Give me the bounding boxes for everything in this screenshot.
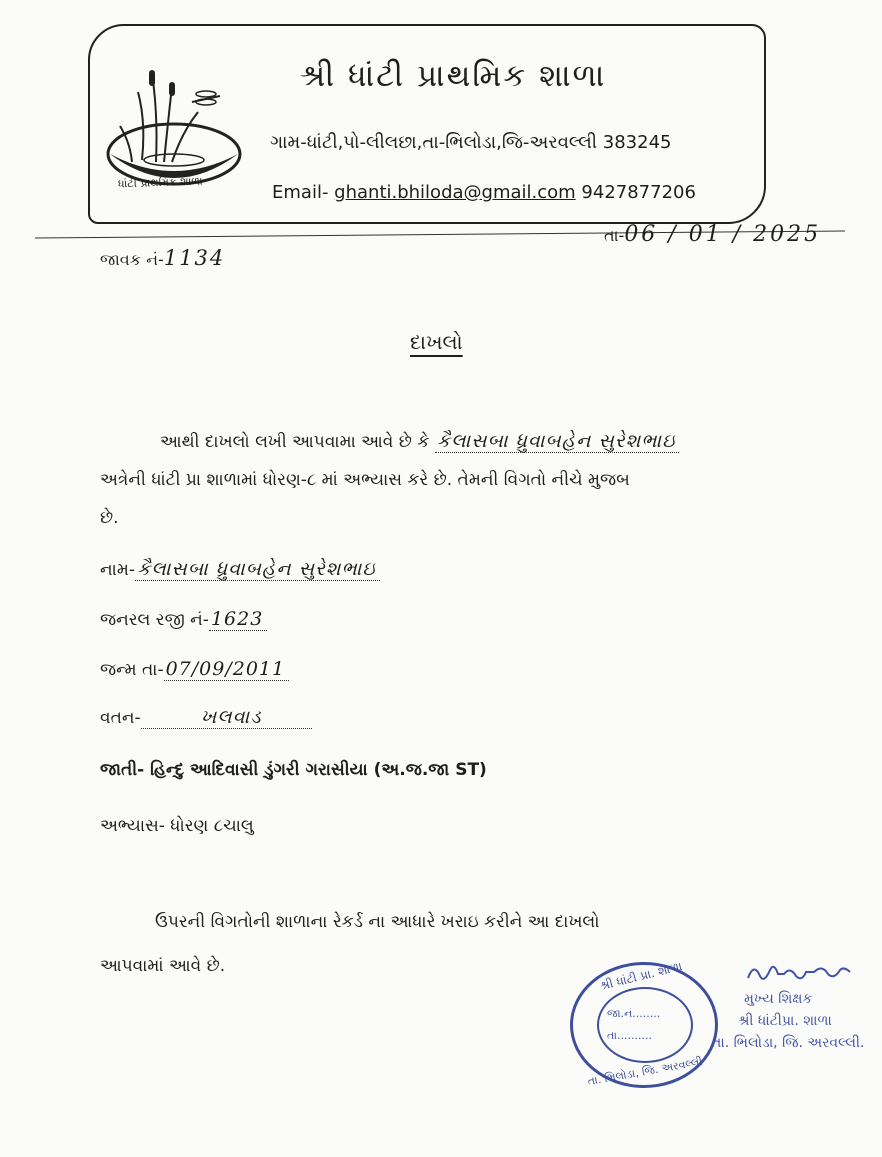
contact-line <box>272 182 696 203</box>
certificate-title: દાખલો <box>410 330 463 354</box>
outward-label: જાવક નં- <box>100 250 164 269</box>
logo-caption: ધાંટી પ્રાથમિક શાળા <box>117 174 203 191</box>
closing-line-2: આપવામાં આવે છે. <box>100 956 226 976</box>
stamp-top-text: શ્રી ધાંટી પ્રા. શાળા <box>598 959 684 993</box>
stamp-inner-line-2: તા.......... <box>607 1029 652 1042</box>
field-native <box>100 706 312 728</box>
signatory-school: શ્રી ધાંટીપ્રા. શાળા <box>738 1013 832 1029</box>
date-label: તા- <box>604 226 625 245</box>
outward-value: 1134 <box>163 246 226 270</box>
school-address: ગામ-ધાંટી,પો-લીલછા,તા-ભિલોડા,જિ-અરવલ્લી 383245 <box>270 132 672 153</box>
stamp-inner-line-1: જા.નં........ <box>607 1007 661 1020</box>
stamp-inner-ring <box>597 987 693 1063</box>
stamp-bottom-text: તા. ભિલોડા, જિ. અરવલ્લી <box>586 1055 704 1089</box>
field-name <box>100 558 380 580</box>
signature-block <box>712 988 864 1054</box>
field-gr-number <box>100 608 267 630</box>
name-label: નામ- <box>100 560 135 580</box>
issue-date <box>604 222 821 247</box>
date-value: 06 / 01 / 2025 <box>624 222 822 247</box>
email-link[interactable]: ghanti.bhiloda@gmail.com <box>334 182 576 203</box>
dob-value: 07/09/2011 <box>164 658 290 681</box>
field-study: અભ્યાસ- ધોરણ ૮ચાલુ <box>100 816 254 836</box>
intro-line <box>160 430 679 452</box>
school-logo-icon <box>102 62 246 192</box>
email-label: Email- <box>272 182 329 203</box>
signatory-role: મુખ્ય શિક્ષક <box>744 991 813 1007</box>
field-caste: જાતી- હિન્દુ આદિવાસી ડુંગરી ગરાસીયા (અ.જ.જા ST) <box>100 760 487 780</box>
student-name-handwritten: કૈલાસબા ધ્રુવાબહેન સુરેશભાઇ <box>435 430 680 453</box>
intro-text: આથી દાખલો લખી આપવામા આવે છે કે <box>160 432 430 452</box>
body-line-2: અત્રેની ધાંટી પ્રા શાળામાં ધોરણ-૮ માં અભ્યાસ કરે છે. તેમની વિગતો નીચે મુજબ <box>100 470 630 490</box>
native-label: વતન- <box>100 708 141 728</box>
signatory-place: તા. ભિલોડા, જિ. અરવલ્લી. <box>712 1035 865 1051</box>
field-dob <box>100 658 289 680</box>
principal-signature <box>744 958 854 986</box>
closing-line-1: ઉપરની વિગતોની શાળાના રેકર્ડ ના આધારે ખરાઇ કરીને આ દાખલો <box>155 912 600 932</box>
body-line-3: છે. <box>100 508 119 528</box>
school-name: શ્રી ધાંટી પ્રાથમિક શાળા <box>300 58 607 94</box>
gr-value: 1623 <box>209 608 267 631</box>
gr-label: જનરલ રજી નં- <box>100 610 209 630</box>
native-value: ખલવાડ <box>141 706 312 729</box>
outward-number <box>100 246 225 270</box>
name-value: કૈલાસબા ધ્રુવાબહેન સુરેશભાઇ <box>135 558 380 581</box>
phone-number: 9427877206 <box>581 182 696 203</box>
dob-label: જન્મ તા- <box>100 660 164 680</box>
school-stamp <box>570 959 718 1089</box>
